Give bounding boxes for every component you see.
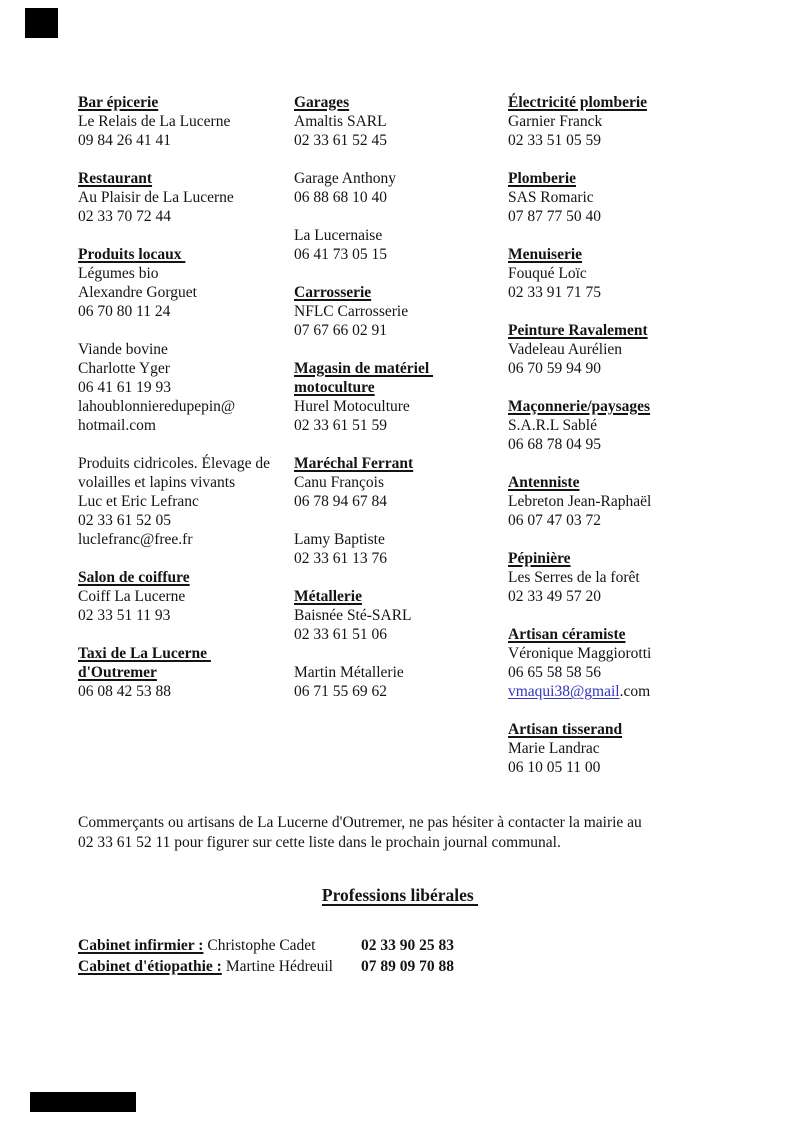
listing-line: 06 41 61 19 93 <box>78 379 171 396</box>
listing-line: Vadeleau Aurélien <box>508 341 623 358</box>
directory-column-3 <box>508 93 748 777</box>
mairie-contact-note-line2: 02 33 61 52 11 pour figurer sur cette liste dans le prochain journal communal. <box>78 833 561 851</box>
listing-line: volailles et lapins vivants <box>78 474 236 491</box>
profession-row <box>78 936 558 957</box>
directory-column-2 <box>294 93 506 701</box>
listing-line: 06 68 78 04 95 <box>508 436 601 453</box>
blank-line <box>294 511 506 530</box>
section-heading: Salon de coiffure <box>78 569 190 586</box>
profession-row <box>78 957 558 978</box>
listing-line: 02 33 91 71 75 <box>508 284 601 301</box>
profession-label: Cabinet infirmier : <box>78 937 204 954</box>
section-heading: Taxi de La Lucerne <box>78 645 211 662</box>
blank-line <box>508 378 748 397</box>
profession-name: Martine Hédreuil <box>225 957 333 975</box>
listing-line: 06 71 55 69 62 <box>294 683 387 700</box>
blank-line <box>508 530 748 549</box>
blank-line <box>78 549 294 568</box>
listing-line: Garnier Franck <box>508 113 603 130</box>
section-heading: Antenniste <box>508 474 580 491</box>
listing-line: 07 67 66 02 91 <box>294 322 387 339</box>
listing-line: hotmail.com <box>78 417 156 434</box>
listing-line: 06 70 80 11 24 <box>78 303 171 320</box>
blank-line <box>294 340 506 359</box>
listing-line: lahoublonnieredupepin@ <box>78 398 236 415</box>
listing-line: Lebreton Jean-Raphaël <box>508 493 652 510</box>
listing-line: 02 33 70 72 44 <box>78 208 171 225</box>
listing-line: Le Relais de La Lucerne <box>78 113 231 130</box>
listing-line: 02 33 61 13 76 <box>294 550 387 567</box>
section-heading: Peinture Ravalement <box>508 322 648 339</box>
listing-line: SAS Romaric <box>508 189 594 206</box>
profession-name: Christophe Cadet <box>207 937 316 954</box>
listing-line: Légumes bio <box>78 265 159 282</box>
listing-line: Amaltis SARL <box>294 113 387 130</box>
listing-line: Canu François <box>294 474 384 491</box>
listing-line: Charlotte Yger <box>78 360 170 377</box>
blank-line <box>78 435 294 454</box>
listing-line: 02 33 61 52 45 <box>294 132 387 149</box>
email-link[interactable]: vmaqui38@gmail <box>508 683 620 700</box>
listing-line: 06 08 42 53 88 <box>78 683 171 700</box>
listing-line: Véronique Maggiorotti <box>508 645 652 662</box>
blank-line <box>78 226 294 245</box>
scan-artifact-bottom-left <box>30 1092 136 1112</box>
section-heading: Bar épicerie <box>78 94 159 111</box>
listing-line: 06 88 68 10 40 <box>294 189 387 206</box>
profession-phone: 07 89 09 70 88 <box>361 957 454 975</box>
listing-line: Marie Landrac <box>508 740 600 757</box>
listing-line: 02 33 51 05 59 <box>508 132 601 149</box>
mairie-contact-note <box>78 813 738 852</box>
directory-column-1 <box>78 93 294 701</box>
listing-line: Luc et Eric Lefranc <box>78 493 199 510</box>
section-heading: Artisan céramiste <box>508 626 626 643</box>
section-heading: Restaurant <box>78 170 153 187</box>
section-heading: Produits locaux <box>78 246 186 263</box>
listing-line: NFLC Carrosserie <box>294 303 409 320</box>
listing-line: Produits cidricoles. Élevage de <box>78 455 270 472</box>
blank-line <box>294 568 506 587</box>
blank-line <box>78 321 294 340</box>
listing-line: Coiff La Lucerne <box>78 588 186 605</box>
blank-line <box>294 644 506 663</box>
listing-line: La Lucernaise <box>294 227 383 244</box>
listing-line: 02 33 49 57 20 <box>508 588 601 605</box>
section-heading: Plomberie <box>508 170 577 187</box>
listing-line: luclefranc@free.fr <box>78 531 193 548</box>
profession-label: Cabinet d'étiopathie : <box>78 957 222 975</box>
listing-line: Baisnée Sté-SARL <box>294 607 412 624</box>
section-heading: motoculture <box>294 379 375 396</box>
section-heading: Électricité plomberie <box>508 94 648 111</box>
listing-line: Lamy Baptiste <box>294 531 385 548</box>
section-heading: Carrosserie <box>294 284 372 301</box>
blank-line <box>294 150 506 169</box>
listing-line: 02 33 61 51 06 <box>294 626 387 643</box>
section-heading: Maréchal Ferrant <box>294 455 414 472</box>
section-heading: Magasin de matériel <box>294 360 434 377</box>
blank-line <box>78 150 294 169</box>
blank-line <box>508 454 748 473</box>
listing-line: 02 33 51 11 93 <box>78 607 171 624</box>
professions-list <box>78 936 558 977</box>
blank-line <box>508 701 748 720</box>
listing-line: S.A.R.L Sablé <box>508 417 597 434</box>
listing-line: 06 70 59 94 90 <box>508 360 601 377</box>
listing-line: 02 33 61 52 05 <box>78 512 171 529</box>
blank-line <box>78 625 294 644</box>
listing-line: 06 10 05 11 00 <box>508 759 601 776</box>
listing-line: 06 07 47 03 72 <box>508 512 601 529</box>
listing-line: Alexandre Gorguet <box>78 284 197 301</box>
listing-line: 07 87 77 50 40 <box>508 208 601 225</box>
section-heading: Garages <box>294 94 350 111</box>
blank-line <box>294 264 506 283</box>
listing-line: Martin Métallerie <box>294 664 404 681</box>
blank-line <box>508 302 748 321</box>
professions-liberales-heading: Professions libérales <box>321 885 479 905</box>
listing-line: Hurel Motoculture <box>294 398 410 415</box>
section-heading: Pépinière <box>508 550 571 567</box>
listing-line: Viande bovine <box>78 341 168 358</box>
scan-artifact-top-left <box>25 8 58 38</box>
listing-line: 06 41 73 05 15 <box>294 246 387 263</box>
blank-line <box>508 606 748 625</box>
section-heading: Maçonnerie/paysages <box>508 398 651 415</box>
listing-line: Les Serres de la forêt <box>508 569 640 586</box>
section-heading: Métallerie <box>294 588 362 605</box>
listing-line <box>508 682 748 701</box>
profession-phone: 02 33 90 25 83 <box>361 937 454 954</box>
blank-line <box>294 207 506 226</box>
listing-line: 06 78 94 67 84 <box>294 493 387 510</box>
listing-line: Au Plaisir de La Lucerne <box>78 189 234 206</box>
blank-line <box>294 435 506 454</box>
listing-line: 09 84 26 41 41 <box>78 132 171 149</box>
mairie-contact-note-line1: Commerçants ou artisans de La Lucerne d'Outremer, ne pas hésiter à contacter la mairie au <box>78 814 642 831</box>
email-suffix: .com <box>619 683 651 700</box>
blank-line <box>508 226 748 245</box>
section-heading: Artisan tisserand <box>508 721 623 738</box>
listing-line: Fouqué Loïc <box>508 265 587 282</box>
section-heading: Menuiserie <box>508 246 583 263</box>
blank-line <box>508 150 748 169</box>
listing-line: 06 65 58 58 56 <box>508 664 601 681</box>
section-heading: d'Outremer <box>78 664 157 681</box>
listing-line: Garage Anthony <box>294 170 397 187</box>
listing-line: 02 33 61 51 59 <box>294 417 387 434</box>
